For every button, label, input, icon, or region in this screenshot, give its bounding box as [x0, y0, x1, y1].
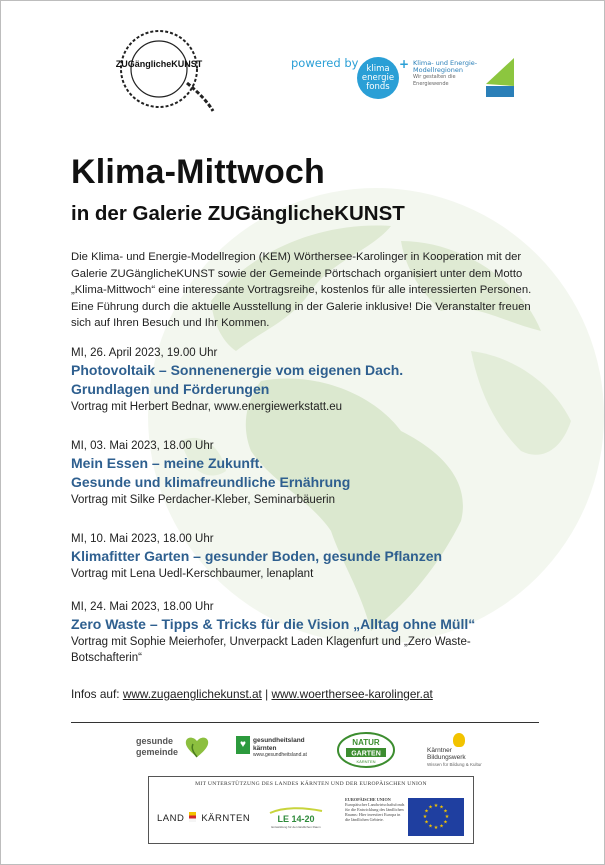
natur-im-garten-logo — [336, 731, 396, 769]
svg-text:★: ★ — [433, 825, 439, 831]
heart-icon — [184, 736, 210, 758]
logo-text: ZUGänglicheKUNST — [115, 59, 203, 69]
fund-line-2: energie — [361, 72, 395, 83]
event-description: Vortrag mit Silke Perdacher-Kleber, Seminarbäuerin — [71, 494, 335, 506]
gl-line-2: kärnten — [253, 744, 277, 752]
svg-text:★: ★ — [422, 814, 428, 820]
svg-text:★: ★ — [443, 808, 448, 815]
page-subtitle: in der Galerie ZUGänglicheKUNST — [71, 202, 405, 225]
kaernten-text: KÄRNTEN — [201, 813, 251, 824]
land-text: LAND — [157, 813, 185, 824]
kaerntner-bildungswerk-logo — [423, 733, 503, 767]
infos-label: Infos auf: — [71, 687, 120, 701]
gesunde-gemeinde-logo — [136, 736, 211, 766]
gesundheitsland-kaernten-logo — [236, 734, 316, 764]
kbw-line-1: Kärntner — [427, 747, 452, 754]
divider — [71, 722, 539, 723]
gl-line-3: www.gesundheitsland.at — [253, 752, 307, 758]
event-title: Klimafitter Garten – gesunder Boden, gesunde Pflanzen — [71, 548, 443, 564]
svg-text:★: ★ — [424, 808, 429, 815]
event-item — [71, 599, 561, 666]
svg-text:★: ★ — [428, 823, 433, 830]
event-description: Botschafterin“ — [71, 652, 142, 664]
fund-plus-sign: + — [399, 57, 410, 71]
event-item — [71, 438, 561, 508]
gemeinde-text: gemeinde — [136, 747, 179, 757]
funding-title: MIT UNTERSTÜTZUNG DES LANDES KÄRNTEN UND DER EUROPÄISCHEN UNION — [195, 781, 427, 787]
kbw-line-3: Wissen für Bildung & Kultur — [427, 762, 482, 767]
klima-energie-fonds-logo — [357, 57, 399, 99]
event-item — [71, 531, 561, 582]
event-date: MI, 26. April 2023, 19.00 Uhr — [71, 347, 218, 359]
svg-text:★: ★ — [443, 819, 448, 826]
eu-description: Europäischer Landwirtschaftsfonds für die Entwicklung des ländlichen Raums: Hier investiert Europa in die ländlichen Gebiete. — [345, 802, 405, 822]
link-zugaenglichekunst[interactable]: www.zugaenglichekunst.at — [122, 687, 262, 701]
event-description: Vortrag mit Lena Uedl-Kerschbaumer, lenaplant — [71, 568, 314, 580]
eu-funding-text — [345, 797, 405, 822]
event-description: Vortrag mit Sophie Meierhofer, Unverpackt Laden Klagenfurt und „Zero Waste- — [71, 636, 471, 648]
natur-text: NATUR — [352, 738, 380, 747]
event-title: Zero Waste – Tipps & Tricks für die Vision „Alltag ohne Müll“ — [71, 616, 476, 632]
le-14-20-logo — [268, 807, 324, 829]
kbw-line-2: Bildungswerk — [427, 754, 466, 761]
intro-paragraph: Die Klima- und Energie-Modellregion (KEM) Wörthersee-Karolinger in Kooperation mit der Galerie ZUGänglicheKUNST sowie der Gemeinde Pörtschach organisiert unter dem Motto „Klima-Mittwoch“ eine interessante Vortragsreihe, kostenlos für alle interessierten Personen. Eine Führung durch die aktuelle Ausstellung in der Galerie inklusive! Die Veranstalter freuen sich auf Ihren Besuch und Ihr Kommen. — [71, 251, 532, 329]
lightbulb-icon — [453, 733, 465, 747]
event-description: Vortrag mit Herbert Bednar, www.energiewerkstatt.eu — [71, 401, 343, 413]
kem-name: Klima- und Energie-Modellregionen — [413, 59, 478, 74]
kaernten-text: KÄRNTEN — [356, 759, 376, 764]
event-date: MI, 24. Mai 2023, 18.00 Uhr — [71, 601, 214, 613]
svg-text:★: ★ — [433, 803, 439, 809]
land-kaernten-logo — [157, 812, 250, 824]
zugaenglichekunst-logo — [109, 23, 221, 115]
kem-logo-text — [413, 60, 485, 88]
garten-text: GARTEN — [351, 750, 381, 758]
svg-text:★: ★ — [439, 804, 444, 811]
svg-text:★: ★ — [428, 804, 433, 811]
le-subtext: Entwicklung für den ländlichen Raum — [271, 825, 321, 829]
powered-by-text: powered by — [291, 56, 359, 70]
kem-swoosh-icon — [484, 56, 516, 98]
page-title: Klima-Mittwoch — [71, 153, 326, 191]
fund-line-1: klima — [366, 63, 390, 74]
funding-box — [148, 776, 474, 844]
infos-line — [71, 687, 433, 701]
link-woerthersee-karolinger[interactable]: www.woerthersee-karolinger.at — [271, 687, 433, 701]
svg-text:★: ★ — [444, 814, 450, 820]
gesundheitsland-text — [253, 737, 323, 760]
kbw-text — [427, 747, 497, 768]
fund-line-3: fonds — [366, 81, 390, 92]
gl-line-1: gesundheitsland — [253, 737, 305, 744]
le-text: LE 14-20 — [277, 814, 315, 824]
gesunde-text: gesunde — [136, 736, 174, 746]
svg-text:★: ★ — [439, 823, 444, 830]
event-date: MI, 03. Mai 2023, 18.00 Uhr — [71, 440, 214, 452]
event-title: Grundlagen und Förderungen — [71, 381, 270, 397]
event-title: Photovoltaik – Sonnenenergie vom eigenen Dach. — [71, 362, 404, 378]
event-title: Mein Essen – meine Zukunft. — [71, 455, 264, 471]
event-date: MI, 10. Mai 2023, 18.00 Uhr — [71, 533, 214, 545]
event-title: Gesunde und klimafreundliche Ernährung — [71, 474, 351, 490]
heart-plus-icon: ♥ — [236, 736, 250, 754]
kem-tagline: Wir gestalten die Energiewende — [413, 74, 456, 87]
eu-flag-icon — [408, 798, 464, 836]
svg-text:★: ★ — [424, 819, 429, 826]
event-item — [71, 345, 561, 415]
infos-separator: | — [265, 687, 269, 701]
eu-header: EUROPÄISCHE UNION — [345, 797, 391, 802]
kaernten-flag-icon — [189, 812, 196, 822]
